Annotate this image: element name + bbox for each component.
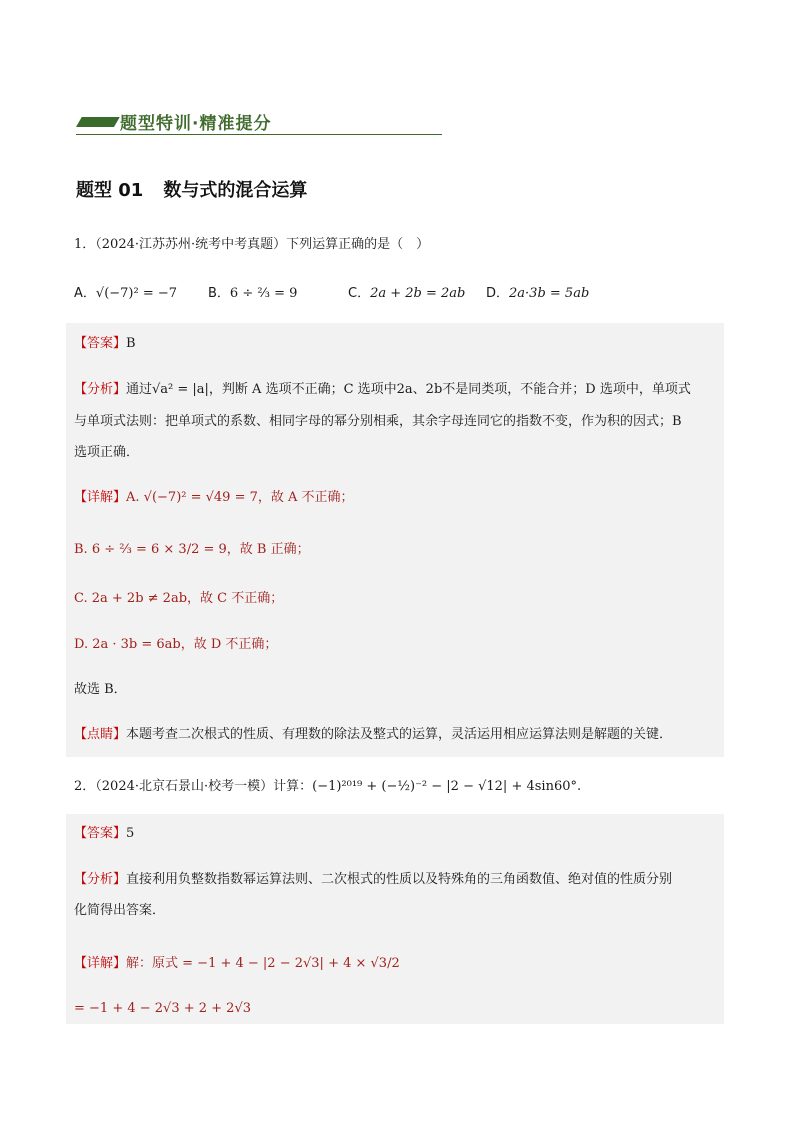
section-banner (76, 108, 442, 136)
q2-analysis-line-1: 【分析】直接利用负整数指数幂运算法则、二次根式的性质以及特殊角的三角函数值、绝对值的性质分别 (74, 872, 673, 887)
analysis-tag-2: 【分析】 (74, 872, 127, 887)
question-2-stem: 2．（2024·北京石景山·校考一模）计算：(−1)²⁰¹⁹ + (−½)⁻² − |2 − √12| + 4sin60°. (74, 779, 582, 794)
question-1-stem: 1．（2024·江苏苏州·统考中考真题）下列运算正确的是（ ） (74, 237, 430, 252)
q2-analysis-line-2: 化简得出答案． (74, 903, 166, 918)
q2-detail-line-2: = −1 + 4 − 2√3 + 2 + 2√3 (74, 1001, 252, 1016)
q2-detail-line-1: 【详解】解：原式 = −1 + 4 − |2 − 2√3| + 4 × √3/2 (74, 956, 400, 971)
option-c: C．2a + 2b = 2ab (348, 286, 466, 301)
detail-tag-2: 【详解】 (74, 956, 127, 971)
q1-detail-d: D. 2a · 3b = 6ab，故 D 不正确； (74, 637, 278, 652)
q1-analysis-line-1: 【分析】通过√a² = |a|，判断 A 选项不正确；C 选项中2a、2b不是同类项，不能合并；D 选项中，单项式 (74, 382, 691, 397)
banner-underline (76, 134, 442, 135)
q1-detail-b: B. 6 ÷ ⅔ = 6 × 3/2 = 9，故 B 正确； (74, 542, 310, 557)
option-a: A．√(−7)² = −7 (74, 286, 178, 301)
q1-detail-a: 【详解】A. √(−7)² = √49 = 7，故 A 不正确； (74, 490, 354, 505)
q1-analysis-line-2: 与单项式法则：把单项式的系数、相同字母的幂分别相乘，其余字母连同它的指数不变，作为积的因式；B (74, 414, 682, 429)
q1-comment: 【点睛】本题考查二次根式的性质、有理数的除法及整式的运算，灵活运用相应运算法则是解题的关键． (74, 727, 673, 742)
section-heading (74, 176, 307, 202)
option-d: D．2a·3b = 5ab (486, 286, 590, 301)
answer-tag: 【答案】 (74, 336, 127, 351)
comment-tag: 【点睛】 (74, 727, 127, 742)
option-b: B．6 ÷ ⅔ = 9 (208, 286, 298, 301)
q1-conclusion: 故选 B． (74, 682, 127, 697)
detail-tag: 【详解】 (74, 490, 127, 505)
answer-tag-2: 【答案】 (74, 826, 127, 841)
q1-detail-c: C. 2a + 2b ≠ 2ab，故 C 不正确； (74, 591, 284, 606)
section-title-text: 数与式的混合运算 (163, 180, 308, 201)
q1-answer: 【答案】B (74, 336, 136, 351)
banner-accent-bar (76, 117, 120, 127)
q1-analysis-line-3: 选项正确． (74, 445, 140, 460)
question-2-solution-box (66, 814, 724, 1024)
analysis-tag: 【分析】 (74, 382, 127, 397)
section-number: 题型 01 (76, 180, 144, 201)
q2-answer: 【答案】5 (74, 826, 135, 841)
banner-title: 题型特训·精准提分 (120, 114, 272, 134)
